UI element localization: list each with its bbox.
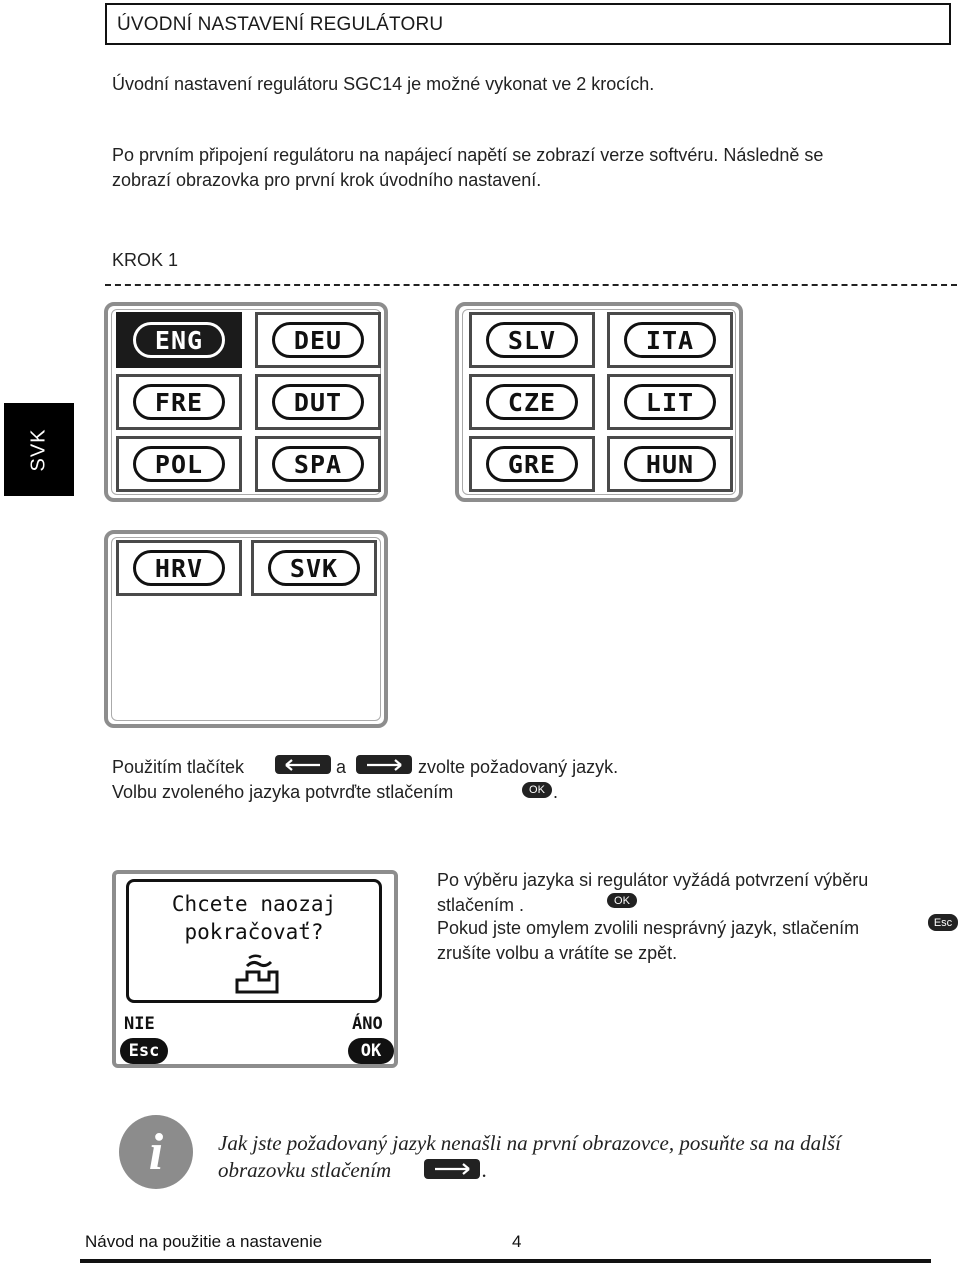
- para-line-1: Po prvním připojení regulátoru na napájecí napětí se zobrazí verze softvéru. Následně se: [112, 145, 824, 165]
- lang-option-spa[interactable]: [255, 436, 381, 492]
- confirm-question-line-2: pokračovať?: [184, 920, 324, 944]
- ok-soft-button[interactable]: OK: [348, 1038, 394, 1064]
- boiler-icon: [233, 954, 281, 996]
- confirm-text-line-3: Pokud jste omylem zvolili nesprávný jazyk, stlačením: [437, 918, 860, 938]
- confirm-text-line-4: zrušíte volbu a vrátíte se zpět.: [437, 943, 678, 963]
- language-screen-2: [455, 302, 743, 502]
- footer-rule: [80, 1259, 931, 1263]
- lang-option-hun[interactable]: [607, 436, 733, 492]
- lang-label: SLV: [486, 322, 578, 358]
- info-line-1: Jak jste požadovaný jazyk nenašli na první obrazovce, posuňte sa na další: [218, 1131, 841, 1155]
- lang-label: POL: [133, 446, 225, 482]
- language-side-tab: [4, 403, 74, 496]
- lang-option-eng[interactable]: [116, 312, 242, 368]
- lang-option-pol[interactable]: [116, 436, 242, 492]
- confirm-text-line-1: Po výběru jazyka si regulátor vyžádá potvrzení výběru: [437, 870, 869, 890]
- intro-text: Úvodní nastavení regulátoru SGC14 je možné vykonat ve 2 krocích.: [112, 74, 655, 94]
- header-box: [105, 3, 951, 45]
- lang-label: SVK: [268, 550, 360, 586]
- lang-label: LIT: [624, 384, 716, 420]
- no-label: NIE: [124, 1014, 155, 1034]
- step-label: KROK 1: [112, 250, 179, 270]
- lang-label: DEU: [272, 322, 364, 358]
- confirm-question-line-1: Chcete naozaj: [171, 892, 337, 916]
- lang-option-fre[interactable]: [116, 374, 242, 430]
- side-tab-label: SVK: [27, 427, 50, 472]
- right-arrow-key-icon: [356, 755, 412, 774]
- lang-option-lit[interactable]: [607, 374, 733, 430]
- lang-option-hrv[interactable]: [116, 540, 242, 596]
- dashed-divider: [105, 284, 957, 286]
- esc-soft-button[interactable]: Esc: [120, 1038, 168, 1064]
- ok-key-icon: OK: [607, 893, 637, 908]
- lang-option-slv[interactable]: [469, 312, 595, 368]
- right-arrow-key-icon: [424, 1159, 480, 1179]
- instruction-part-3: zvolte požadovaný jazyk.: [418, 757, 619, 777]
- esc-key-icon: Esc: [928, 914, 958, 931]
- lang-option-dut[interactable]: [255, 374, 381, 430]
- info-line-2-end: .: [482, 1158, 488, 1182]
- info-icon-glyph: i: [148, 1123, 164, 1181]
- instruction-part-2: a: [336, 757, 347, 777]
- confirm-screen: [112, 870, 398, 1068]
- page-number: 4: [512, 1232, 522, 1251]
- lang-option-cze[interactable]: [469, 374, 595, 430]
- lang-label: GRE: [486, 446, 578, 482]
- lang-label: FRE: [133, 384, 225, 420]
- lang-option-svk[interactable]: [251, 540, 377, 596]
- lang-label: ENG: [133, 322, 225, 358]
- lang-option-deu[interactable]: [255, 312, 381, 368]
- left-arrow-key-icon: [275, 755, 331, 774]
- footer-text: Návod na použitie a nastavenie: [85, 1232, 323, 1251]
- lang-option-ita[interactable]: [607, 312, 733, 368]
- para-line-2: zobrazí obrazovka pro první krok úvodního nastavení.: [112, 170, 542, 190]
- ok-key-icon: OK: [522, 782, 552, 798]
- language-screen-3: [104, 530, 388, 728]
- yes-label: ÁNO: [352, 1014, 383, 1034]
- confirm-text-line-2: stlačením .: [437, 895, 525, 915]
- lang-label: HRV: [133, 550, 225, 586]
- lang-label: SPA: [272, 446, 364, 482]
- lang-label: CZE: [486, 384, 578, 420]
- instruction-part-1: Použitím tlačítek: [112, 757, 245, 777]
- language-screen-1: [104, 302, 388, 502]
- instruction-line-2-end: .: [553, 782, 559, 802]
- instruction-line-2: Volbu zvoleného jazyka potvrďte stlačením: [112, 782, 454, 802]
- lang-option-gre[interactable]: [469, 436, 595, 492]
- lang-label: DUT: [272, 384, 364, 420]
- lang-label: ITA: [624, 322, 716, 358]
- confirm-dialog: [126, 879, 382, 1003]
- page-title: ÚVODNÍ NASTAVENÍ REGULÁTORU: [117, 14, 444, 35]
- info-line-2: obrazovku stlačením: [218, 1158, 392, 1182]
- info-icon: [119, 1115, 193, 1189]
- lang-label: HUN: [624, 446, 716, 482]
